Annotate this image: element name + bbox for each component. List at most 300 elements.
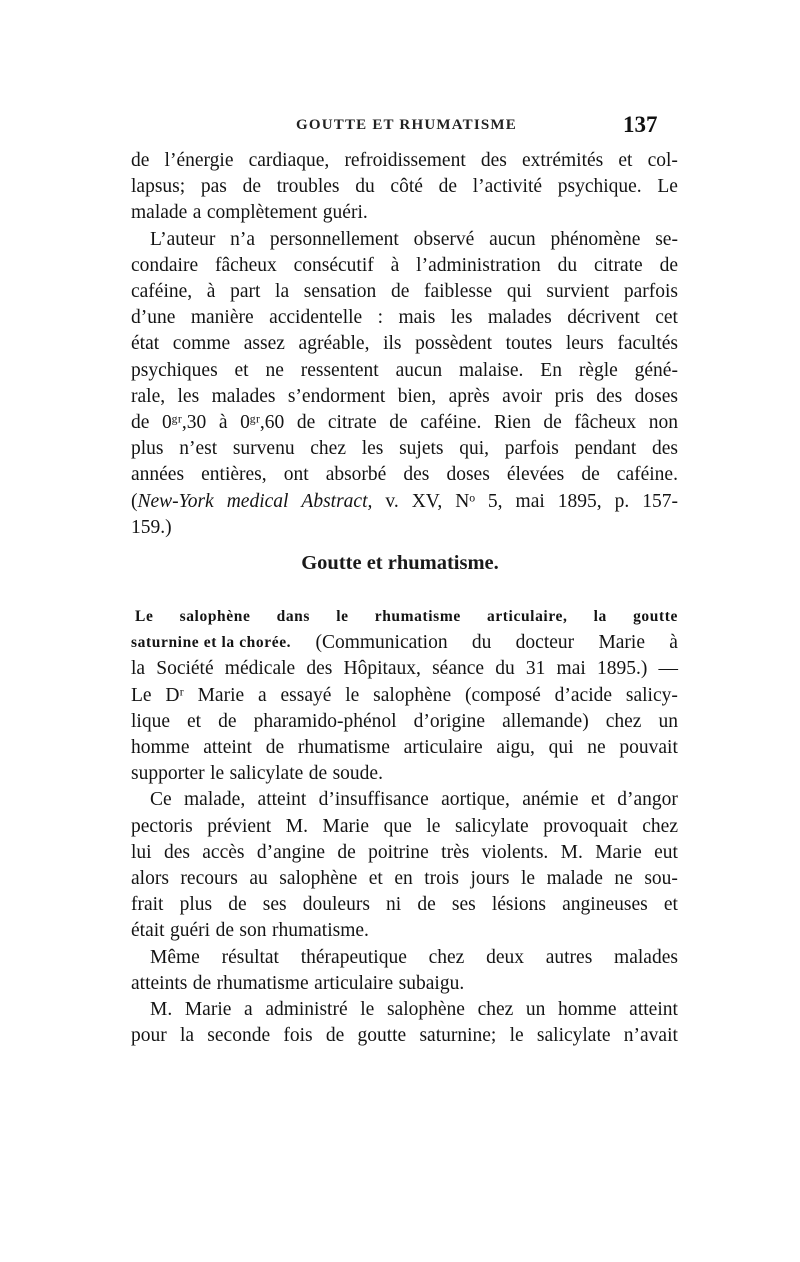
word: allemande) xyxy=(502,710,589,732)
word: survenu xyxy=(232,438,295,460)
word: médicale xyxy=(224,658,296,680)
word: rale, xyxy=(131,385,166,407)
word: de xyxy=(389,411,408,433)
word: En xyxy=(540,359,562,381)
word: frait xyxy=(131,894,164,916)
word: manière xyxy=(190,307,254,329)
text-line xyxy=(131,384,678,410)
word: prévient xyxy=(207,815,272,837)
word: se- xyxy=(655,228,678,250)
word: lique xyxy=(131,710,170,732)
text-line xyxy=(131,709,678,735)
word: trois xyxy=(424,867,459,889)
word: non xyxy=(648,411,678,433)
word: de xyxy=(131,411,150,433)
word: Le xyxy=(131,684,152,706)
word: la xyxy=(593,608,607,625)
word: consécutif xyxy=(293,254,374,276)
word: M. xyxy=(150,999,173,1020)
word: : xyxy=(377,307,384,329)
text-line xyxy=(131,735,678,761)
word: un xyxy=(658,710,678,732)
word: état xyxy=(131,333,160,355)
word: seconde xyxy=(207,1025,271,1047)
word: d’angine xyxy=(256,841,326,863)
text-line xyxy=(131,840,678,866)
word: résultat xyxy=(221,946,279,968)
word: extrémités xyxy=(522,150,604,171)
word: cet xyxy=(655,307,678,329)
text-line xyxy=(131,174,678,200)
word: pouvait xyxy=(619,736,678,758)
word: psychiques xyxy=(131,359,218,381)
word: sujets xyxy=(399,438,444,460)
word: citrate xyxy=(593,254,643,276)
citation xyxy=(131,489,678,541)
word: les xyxy=(361,438,384,460)
word: qui, xyxy=(459,438,489,460)
word: et xyxy=(663,894,678,916)
word: d’acide xyxy=(554,684,613,706)
word: chez xyxy=(428,946,465,968)
word: lapsus; xyxy=(131,176,186,198)
word: et xyxy=(590,789,605,811)
word: avoir xyxy=(502,385,543,407)
word: de xyxy=(390,280,410,302)
word: ont xyxy=(283,464,309,486)
word: lésions xyxy=(491,894,546,916)
word: au xyxy=(249,867,268,889)
word: des xyxy=(306,658,333,680)
word: malades xyxy=(211,385,276,407)
word: bien, xyxy=(397,385,437,407)
citation-journal-3: Abstract, xyxy=(301,490,373,512)
word: de xyxy=(242,176,261,198)
word: doses xyxy=(446,464,490,486)
word: saturnine; xyxy=(419,1025,497,1047)
word: la xyxy=(275,280,290,302)
word: aortique, xyxy=(441,789,510,811)
text-line xyxy=(131,918,678,944)
word: des xyxy=(480,150,507,171)
word: (composé xyxy=(465,684,541,706)
word: la xyxy=(131,658,146,680)
text-line xyxy=(131,683,678,709)
running-head: GOUTTE ET RHUMATISME xyxy=(296,117,517,133)
word: la xyxy=(179,1025,195,1047)
text-line xyxy=(131,436,678,462)
text-line xyxy=(131,892,678,918)
citation-line-1 xyxy=(131,489,678,515)
word: 0ᵍʳ,30 xyxy=(162,411,207,433)
word: L’auteur xyxy=(150,228,216,250)
word: rhumatisme xyxy=(297,736,390,758)
word: de xyxy=(308,763,328,785)
word: atteints xyxy=(131,972,188,994)
text-line xyxy=(131,945,678,971)
word: atteint xyxy=(257,789,307,811)
word: deux xyxy=(486,946,524,968)
word: guéri. xyxy=(322,202,368,224)
word: des xyxy=(596,385,623,407)
paragraph-2 xyxy=(131,227,678,489)
word: fois xyxy=(283,1025,313,1047)
word: goutte xyxy=(633,608,678,625)
word: Dʳ xyxy=(165,684,184,706)
word: n’est xyxy=(179,438,218,460)
word: malade xyxy=(546,867,603,889)
word: guéri xyxy=(170,920,211,942)
word: malades xyxy=(614,946,678,968)
word: a xyxy=(244,999,253,1020)
citation-line-2 xyxy=(131,515,678,541)
word: que xyxy=(383,815,412,837)
word: comme xyxy=(172,333,231,355)
citation-word: 159.) xyxy=(131,516,172,538)
word: alors xyxy=(131,867,169,889)
word: condaire xyxy=(131,254,199,276)
word: le xyxy=(336,608,349,625)
page-header xyxy=(0,112,800,142)
text-line xyxy=(131,656,678,682)
word: de xyxy=(228,894,247,916)
word: d’une xyxy=(131,307,176,329)
text-line xyxy=(131,305,678,331)
word: années xyxy=(131,464,185,486)
word: Hôpitaux, xyxy=(343,658,421,680)
word: soude. xyxy=(332,763,383,785)
word: chez xyxy=(642,815,678,837)
word: pendant xyxy=(574,438,637,460)
word: salophène xyxy=(279,867,358,889)
word: de xyxy=(131,150,150,171)
text-line xyxy=(131,866,678,892)
word: des xyxy=(403,464,430,486)
word: et xyxy=(618,150,633,171)
word: atteint xyxy=(203,736,252,758)
word: ses xyxy=(451,894,476,916)
word: faiblesse xyxy=(423,280,493,302)
word: règle xyxy=(578,359,618,381)
word: de xyxy=(337,841,356,863)
word: ne xyxy=(587,736,606,758)
word: les xyxy=(177,385,200,407)
word: très xyxy=(441,841,470,863)
word: rhumatisme xyxy=(374,608,461,625)
word: de xyxy=(417,894,436,916)
word: salophène xyxy=(179,608,251,625)
word: le xyxy=(520,867,536,889)
word: le xyxy=(509,1025,524,1047)
word: chez xyxy=(310,438,346,460)
word: accès xyxy=(202,841,245,863)
word: de xyxy=(218,710,237,732)
word: eut xyxy=(654,841,678,863)
word: Marie xyxy=(184,999,232,1020)
word: mai xyxy=(556,658,586,680)
text-line xyxy=(131,227,678,253)
text-line xyxy=(131,358,678,384)
word: pectoris xyxy=(131,815,193,837)
word: qui xyxy=(548,736,574,758)
word: malade xyxy=(131,202,188,224)
article-body xyxy=(131,656,678,787)
word: mais xyxy=(398,307,436,329)
word: possèdent xyxy=(415,333,493,355)
word: qui xyxy=(506,280,532,302)
word: caféine. xyxy=(616,464,678,486)
word: ses xyxy=(262,894,287,916)
word: Marie xyxy=(322,815,370,837)
word: aucun xyxy=(395,359,443,381)
word: part xyxy=(230,280,261,302)
word: malades xyxy=(487,307,552,329)
section-title: Goutte et rhumatisme. xyxy=(301,552,499,574)
word: pour xyxy=(131,1025,167,1047)
word: psychique. xyxy=(557,176,642,198)
text-line xyxy=(131,410,678,436)
word: à xyxy=(669,632,678,654)
word: décrivent xyxy=(567,307,640,329)
word: col- xyxy=(647,150,678,171)
word: toutes xyxy=(505,333,553,355)
word: observé xyxy=(413,228,475,250)
word: anémie xyxy=(522,789,579,811)
word: saturnine et la chorée. xyxy=(131,634,292,652)
word: d’angor xyxy=(617,789,678,811)
word: des xyxy=(163,841,190,863)
word: du xyxy=(471,632,492,654)
word: les xyxy=(450,307,473,329)
word: homme xyxy=(131,736,190,758)
word: chez xyxy=(477,999,514,1020)
word: fâcheux xyxy=(574,411,637,433)
word: le xyxy=(210,763,225,785)
word: douleurs xyxy=(302,894,370,916)
word: caféine, xyxy=(131,280,193,302)
word: entières, xyxy=(201,464,267,486)
word: à xyxy=(206,280,216,302)
word: un xyxy=(525,999,546,1020)
word: et xyxy=(187,710,202,732)
word: supporter xyxy=(131,763,205,785)
word: était xyxy=(131,920,165,942)
citation-word: 1895, xyxy=(557,490,602,512)
word: à xyxy=(218,411,228,433)
word: salophène xyxy=(386,999,465,1020)
word: thérapeutique xyxy=(300,946,407,968)
word: poitrine xyxy=(368,841,429,863)
word: Marie xyxy=(598,632,645,654)
word: pris xyxy=(554,385,584,407)
word: violents. xyxy=(481,841,549,863)
word: troubles xyxy=(276,176,340,198)
citation-paren: ( xyxy=(131,490,138,512)
word: géné- xyxy=(634,359,678,381)
word: en xyxy=(394,867,413,889)
word: citrate xyxy=(327,411,377,433)
word: Société xyxy=(156,658,214,680)
word: fâcheux xyxy=(215,254,277,276)
word: survient xyxy=(546,280,610,302)
word: provoquait xyxy=(543,815,628,837)
citation-word: p. xyxy=(614,490,630,512)
word: n’avait xyxy=(623,1025,678,1047)
word: de xyxy=(325,1025,345,1047)
word: de xyxy=(296,411,316,433)
word: sou- xyxy=(644,867,678,889)
citation-journal-1: New-York xyxy=(137,490,214,512)
word: jours xyxy=(470,867,510,889)
citation-word: 157- xyxy=(642,490,678,512)
word: de xyxy=(543,411,562,433)
word: salicylate xyxy=(536,1025,611,1047)
text-line xyxy=(131,997,678,1023)
word: M. xyxy=(285,815,308,837)
word: ne xyxy=(614,867,633,889)
word: et xyxy=(234,359,249,381)
word: à xyxy=(390,254,400,276)
paragraph-5 xyxy=(131,945,678,997)
word: et xyxy=(368,867,383,889)
word: caféine. xyxy=(420,411,482,433)
citation-word: Nᵒ xyxy=(455,490,475,512)
citation-word: 5, xyxy=(487,490,503,512)
word: cardiaque, xyxy=(248,150,330,171)
text-line xyxy=(131,787,678,813)
word: pas xyxy=(200,176,227,198)
word: son xyxy=(239,920,267,942)
word: ils xyxy=(383,333,402,355)
word: n’a xyxy=(230,228,256,250)
word: angineuses xyxy=(562,894,648,916)
word: salicylate xyxy=(229,763,304,785)
word: l’administration xyxy=(416,254,541,276)
word: lui xyxy=(131,841,152,863)
word: salophène xyxy=(373,684,452,706)
word: après xyxy=(448,385,490,407)
text-line xyxy=(131,148,678,174)
word: 1895.) xyxy=(596,658,648,680)
word: parfois xyxy=(623,280,678,302)
page-number: 137 xyxy=(623,112,658,137)
word: personnellement xyxy=(269,228,399,250)
word: essayé xyxy=(280,684,332,706)
word: l’énergie xyxy=(164,150,234,171)
citation-word: XV, xyxy=(411,490,443,512)
word: plus xyxy=(131,438,164,460)
word: Marie xyxy=(595,841,642,863)
paragraph-1 xyxy=(131,148,678,227)
word: aucun xyxy=(489,228,536,250)
citation-journal-2: medical xyxy=(226,490,289,512)
word: homme xyxy=(558,999,617,1020)
text-line xyxy=(131,200,678,226)
word: s’endorment xyxy=(287,385,386,407)
word: articulaire xyxy=(403,736,483,758)
word: de xyxy=(581,464,600,486)
word: d’insuffisance xyxy=(318,789,429,811)
paragraph-4 xyxy=(131,787,678,944)
word: ni xyxy=(386,894,402,916)
paragraph-6 xyxy=(131,997,678,1049)
word: — xyxy=(658,658,678,680)
word: le xyxy=(345,684,360,706)
text-line xyxy=(131,814,678,840)
word: le xyxy=(360,999,375,1020)
citation-word: v. xyxy=(385,490,399,512)
word: (Communication xyxy=(315,632,448,654)
word: séance xyxy=(432,658,485,680)
word: malaise. xyxy=(458,359,524,381)
word: de xyxy=(192,972,212,994)
text-line xyxy=(131,971,678,997)
word: atteint xyxy=(629,999,678,1020)
word: côté xyxy=(390,176,423,198)
word: de xyxy=(659,254,678,276)
word: de xyxy=(438,176,458,198)
word: articulaire, xyxy=(486,608,568,625)
word: refroidissement xyxy=(344,150,466,171)
word: complètement xyxy=(206,202,318,224)
text-line xyxy=(131,331,678,357)
word: chez xyxy=(605,710,642,732)
word: leurs xyxy=(565,333,604,355)
word: absorbé xyxy=(325,464,387,486)
text-line xyxy=(131,1023,678,1049)
article-line-1 xyxy=(131,604,678,630)
text-line xyxy=(131,761,678,787)
text-line xyxy=(131,462,678,488)
word: a xyxy=(258,684,267,706)
word: Le xyxy=(135,608,154,625)
word: de xyxy=(265,736,285,758)
word: d’origine xyxy=(413,710,486,732)
word: pharamido-phénol xyxy=(253,710,397,732)
word: docteur xyxy=(515,632,575,654)
word: subaigu. xyxy=(398,972,465,994)
word: l’activité xyxy=(472,176,543,198)
word: Même xyxy=(150,946,200,968)
word: rhumatisme. xyxy=(271,920,369,942)
word: goutte xyxy=(357,1025,407,1047)
word: salicy- xyxy=(625,684,678,706)
word: ne xyxy=(265,359,284,381)
text-line xyxy=(131,279,678,305)
word: assez xyxy=(243,333,285,355)
word: 31 xyxy=(525,658,546,680)
word: élevées xyxy=(506,464,565,486)
word: parfois xyxy=(504,438,559,460)
word: du xyxy=(557,254,578,276)
word: sensation xyxy=(303,280,377,302)
word: plus xyxy=(179,894,213,916)
word: malade, xyxy=(184,789,246,811)
word: ressentent xyxy=(300,359,379,381)
word: rhumatisme xyxy=(216,972,309,994)
word: facultés xyxy=(617,333,678,355)
word: aigu, xyxy=(496,736,535,758)
word: 0ᵍʳ,60 xyxy=(240,411,285,433)
word: articulaire xyxy=(314,972,394,994)
citation-word: mai xyxy=(515,490,545,512)
word: Le xyxy=(657,176,678,198)
word: a xyxy=(192,202,202,224)
word: Rien xyxy=(493,411,531,433)
word: du xyxy=(355,176,375,198)
word: des xyxy=(652,438,678,460)
word: dans xyxy=(276,608,311,625)
